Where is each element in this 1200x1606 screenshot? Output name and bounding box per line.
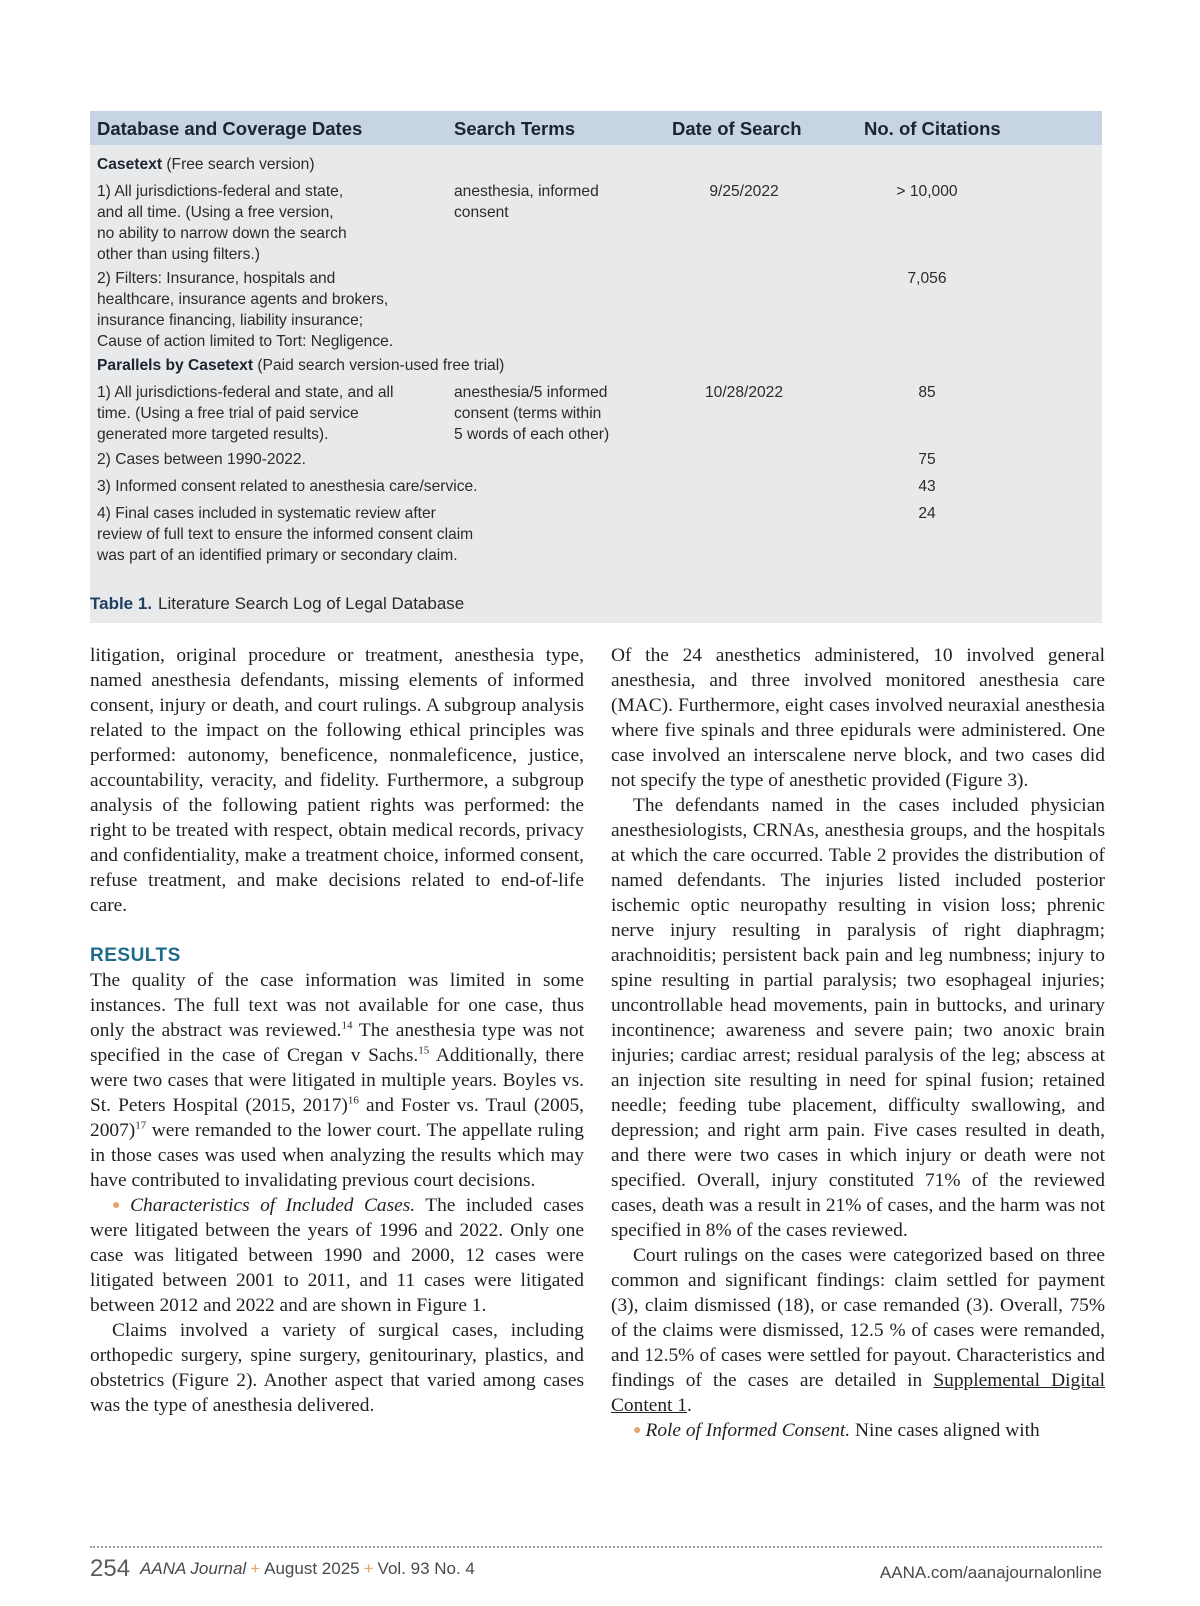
table-row-desc: 3) Informed consent related to anesthesia care/service. (97, 478, 478, 495)
table-row-citations: 24 (918, 505, 936, 522)
run-in-heading: Role of Informed Consent. (645, 1420, 851, 1441)
bullet-icon: ● (112, 1198, 127, 1213)
table-row-citations: 43 (918, 478, 936, 495)
table-row-terms: anesthesia, informed consent (454, 183, 599, 221)
table-row-desc: 1) All jurisdictions-federal and state, and all time. (Using a free version, no ability to narrow down the search other than using filters.) (97, 183, 347, 263)
run-in-heading: Characteristics of Included Cases. (130, 1195, 416, 1216)
table-caption (90, 594, 464, 614)
plus-icon: + (363, 1559, 374, 1578)
table-header-row (90, 111, 1102, 145)
journal-url[interactable]: AANA.com/aanajournalonline (879, 1563, 1102, 1582)
paragraph: Claims involved a variety of surgical cases, including orthopedic surgery, spine surgery, genitourinary, plastics, and obstetrics (Figure 2). Another aspect that varied among cases was the type of anesthesia delivered. (90, 1320, 584, 1416)
header-date-of-search: Date of Search (672, 118, 802, 139)
section-title-parallels: Parallels by Casetext (Paid search version-used free trial) (97, 357, 505, 374)
paragraph: ● Characteristics of Included Cases. The included cases were litigated between the years of 1996 and 2022. Only one case was litigated between 1990 and 2000, 12 cases were litigated between 2001 to 2011, and 11 cases were litigated between 2012 and 2022 and are shown in Figure 1. (90, 1195, 584, 1316)
header-database: Database and Coverage Dates (97, 118, 363, 139)
table-row-citations: > 10,000 (896, 183, 958, 200)
caption-text: Literature Search Log of Legal Database (158, 594, 465, 613)
table-row-citations: 7,056 (907, 270, 947, 287)
reference-14[interactable]: 14 (341, 1019, 353, 1032)
paragraph: ● Role of Informed Consent. Nine cases aligned with (633, 1420, 1040, 1441)
page-footer (90, 1555, 1102, 1587)
table-row-date: 9/25/2022 (709, 183, 779, 200)
right-column (611, 643, 1105, 1443)
paragraph: litigation, original procedure or treatment, anesthesia type, named anesthesia defendants, missing elements of informed consent, injury or death, and court rulings. A subgroup analysis related to the impact on the following ethical principles was performed: autonomy, beneficence, nonmaleficence, justice, accountability, veracity, and fidelity. Furthermore, a subgroup analysis of the following patient rights was performed: the right to be treated with respect, obtain medical records, privacy and confidentiality, make a treatment choice, informed consent, refuse treatment, and make decisions related to end-of-life care. (90, 645, 584, 916)
paragraph: Of the 24 anesthetics administered, 10 involved general anesthesia, and three involved monitored anesthesia care (MAC). Furthermore, eight cases involved neuraxial anesthesia where five spinals and three epidurals were administered. One case involved an interscalene nerve block, and two cases did not specify the type of anesthetic provided (Figure 3). (611, 645, 1105, 791)
journal-name: AANA Journal (140, 1559, 247, 1578)
table-row-desc: 1) All jurisdictions-federal and state, and all time. (Using a free trial of paid service generated more targeted results). (97, 384, 394, 443)
volume-issue: Vol. 93 No. 4 (377, 1559, 475, 1578)
reference-17[interactable]: 17 (135, 1119, 147, 1132)
table-row-citations: 75 (918, 451, 936, 468)
header-search-terms: Search Terms (454, 118, 575, 139)
table-row-terms: anesthesia/5 informed consent (terms within 5 words of each other) (454, 384, 610, 443)
table-1 (90, 111, 1102, 623)
reference-15[interactable]: 15 (418, 1044, 430, 1057)
table-row-desc: 2) Cases between 1990-2022. (97, 451, 306, 468)
reference-16[interactable]: 16 (347, 1094, 359, 1107)
plus-icon: + (250, 1559, 261, 1578)
issue-date: August 2025 (264, 1559, 360, 1578)
paragraph: Court rulings on the cases were categorized based on three common and significant findings: claim settled for payment (3), claim dismissed (18), or case remanded (3). Overall, 75% of the claims were dismissed, 12.5 % of cases were remanded, and 12.5% of cases were settled for payout. Characteristics and findings of the cases are detailed in Supplemental Digital Content 1. (611, 1245, 1105, 1416)
table-row-date: 10/28/2022 (704, 384, 784, 401)
table-row-citations: 85 (918, 384, 936, 401)
header-citations: No. of Citations (864, 118, 1001, 139)
section-heading-results: RESULTS (90, 945, 181, 966)
footer-divider (90, 1546, 1102, 1548)
page-number: 254 (90, 1555, 131, 1582)
table-body (90, 145, 1102, 623)
caption-label: Table 1. (90, 594, 153, 613)
paragraph: The defendants named in the cases included physician anesthesiologists, CRNAs, anesthesia groups, and the hospitals at which the care occurred. Table 2 provides the distribution of named defendants. The injuries listed included posterior ischemic optic neuropathy resulting in vision loss; phrenic nerve injury resulting in paralysis of right diaphragm; arachnoiditis; persistent back pain and leg numbness; injury to spine resulting in partial paralysis; two esophageal injuries; uncontrollable head movements, pain in buttocks, and urinary incontinence; awareness and severe pain; two anoxic brain injuries; cardiac arrest; residual paralysis of the leg; abscess at an injection site resulting in need for spinal fusion; retained needle; feeding tube placement, difficulty swallowing, and depression; and right arm pain. Five cases resulted in death, and there were two cases in which injury or death were not specified. Overall, injury constituted 71% of the reviewed cases, death was a result in 21% of cases, and the harm was not specified in 8% of the cases reviewed. (611, 795, 1105, 1241)
left-column (90, 643, 584, 1418)
table-row-desc: 4) Final cases included in systematic review after review of full text to ensure the informed consent claim was part of an identified primary or secondary claim. (97, 505, 474, 564)
section-title-casetext: Casetext (Free search version) (97, 156, 315, 173)
supplemental-content-link[interactable]: Supplemental Digital Content 1 (611, 1370, 1105, 1416)
paragraph: The quality of the case information was limited in some instances. The full text was not available for one case, thus only the abstract was reviewed.$^{14}$ The anesthesia type was not specified in the case of Cregan v Sachs.$^{15}$ Additionally, there were two cases that were litigated in multiple years. Boyles vs. St. Peters Hospital (2015, 2017)$^{16}$ and Foster vs. Traul (2005, 2007)$^{17}$ were remanded to the lower court. The appellate ruling in those cases was used when analyzing the results which may have contributed to invalidating previous court decisions. (90, 970, 584, 1191)
table-row-desc: 2) Filters: Insurance, hospitals and healthcare, insurance agents and brokers, insurance financing, liability insurance; Cause of action limited to Tort: Negligence. (97, 270, 394, 350)
bullet-icon: ● (633, 1423, 642, 1438)
